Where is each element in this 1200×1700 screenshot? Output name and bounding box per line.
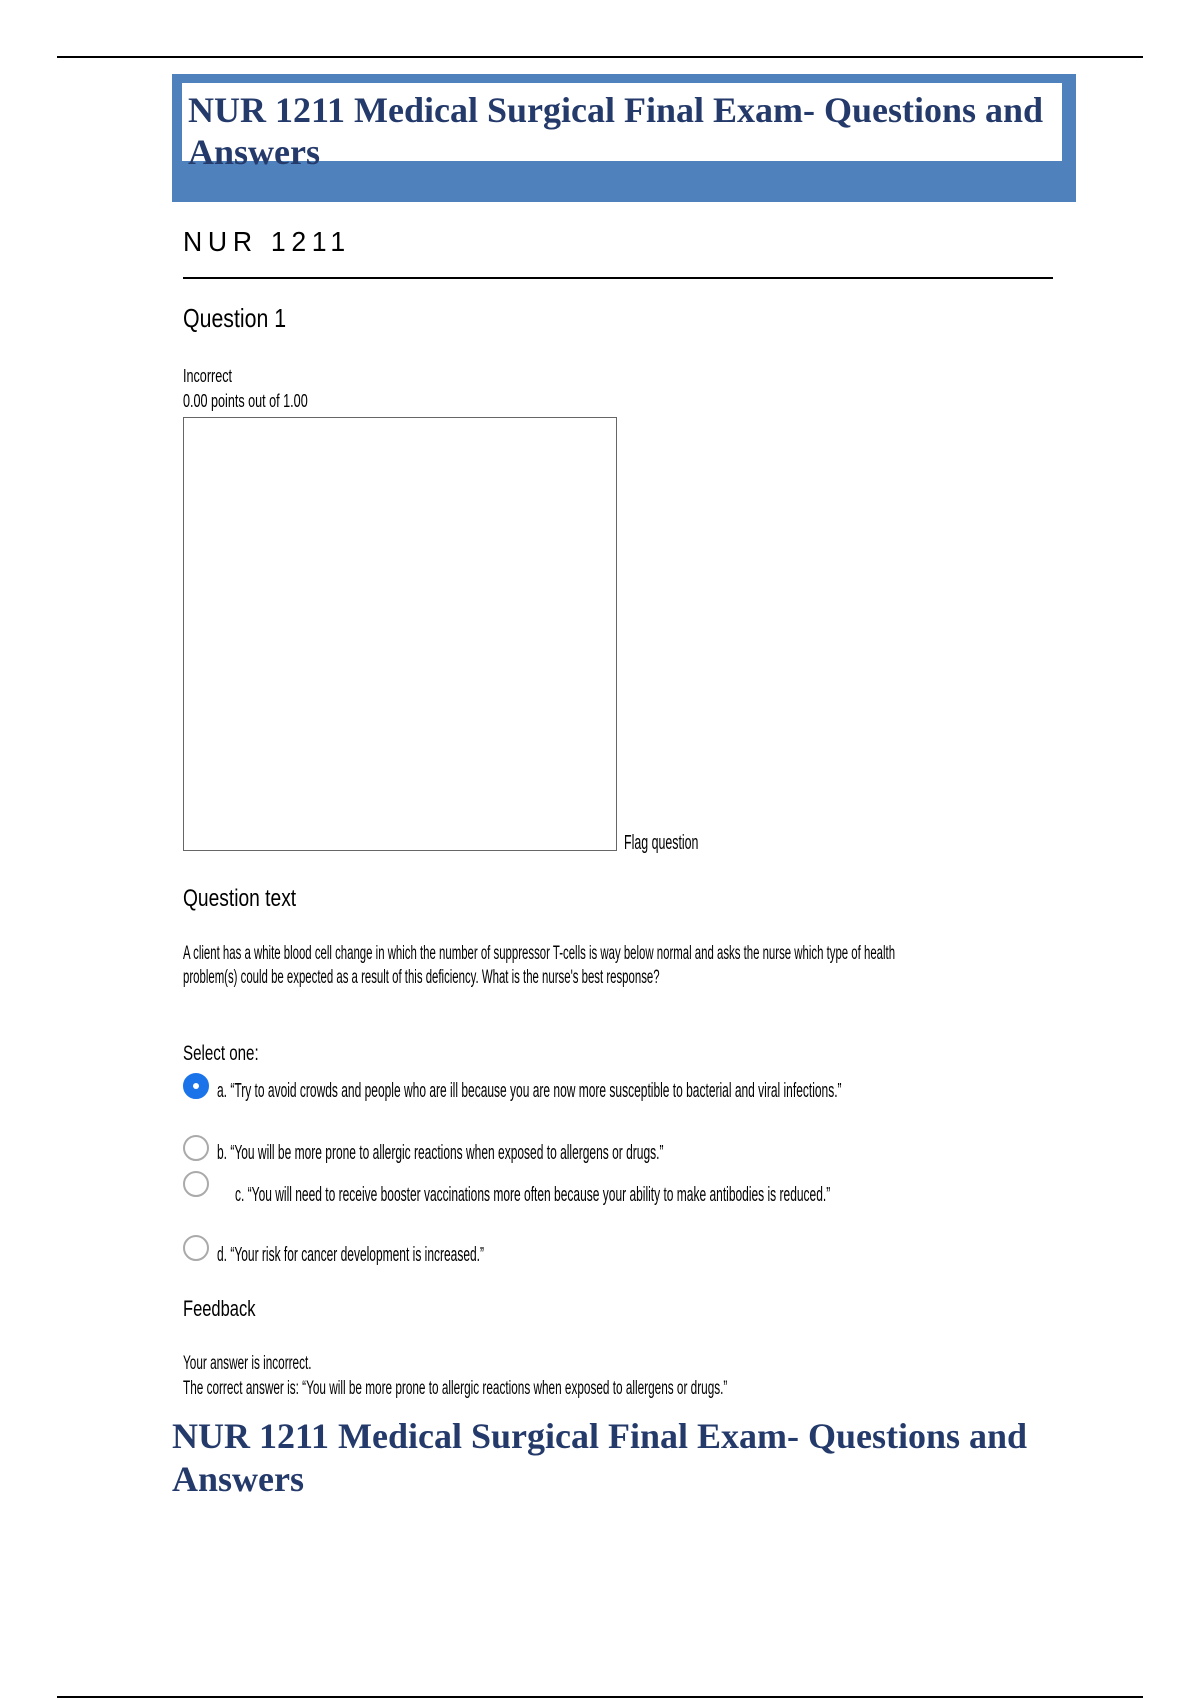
title-banner [172, 74, 1076, 202]
question-text-heading: Question text [183, 885, 297, 912]
select-one-label: Select one: [183, 1042, 259, 1065]
flag-question-link[interactable]: Flag question [624, 832, 699, 854]
footer-title: NUR 1211 Medical Surgical Final Exam- Questions and Answers [172, 1416, 1028, 1499]
radio-a-icon[interactable] [183, 1073, 209, 1099]
feedback-heading: Feedback [183, 1296, 256, 1321]
answer-option-b-label: b. “You will be more prone to allergic reactions when exposed to allergens or drugs.” [217, 1142, 664, 1164]
feedback-correct-answer: The correct answer is: “You will be more prone to allergic reactions when exposed to allergens or drugs.” [183, 1378, 728, 1399]
question-status: Incorrect [183, 366, 233, 386]
answer-option-c-label: c. “You will need to receive booster vaccinations more often because your ability to make antibodies is reduced.” [235, 1184, 831, 1206]
course-code: NUR 1211 [183, 226, 351, 257]
question-image-placeholder [183, 417, 617, 851]
title-banner-inner [182, 83, 1062, 172]
top-rule [57, 56, 1143, 58]
feedback-result: Your answer is incorrect. [183, 1353, 312, 1374]
answer-option-a-label: a. “Try to avoid crowds and people who are ill because you are now more susceptible to bacterial and viral infections.” [217, 1080, 842, 1102]
radio-c-icon[interactable] [183, 1171, 209, 1197]
question-heading: Question 1 [183, 303, 287, 333]
course-rule [183, 277, 1053, 279]
question-points: 0.00 points out of 1.00 [183, 391, 308, 411]
answer-option-d-label: d. “Your risk for cancer development is increased.” [217, 1244, 485, 1266]
question-text: A client has a white blood cell change in which the number of suppressor T-cells is way below normal and asks the nurse which type of health problem(s) could be expected as a result of this deficiency. What is the nurse's best response? [183, 943, 896, 988]
document-title: NUR 1211 Medical Surgical Final Exam- Questions and Answers [188, 90, 1044, 172]
radio-d-icon[interactable] [183, 1235, 209, 1261]
bottom-rule [57, 1696, 1143, 1698]
radio-b-icon[interactable] [183, 1135, 209, 1161]
